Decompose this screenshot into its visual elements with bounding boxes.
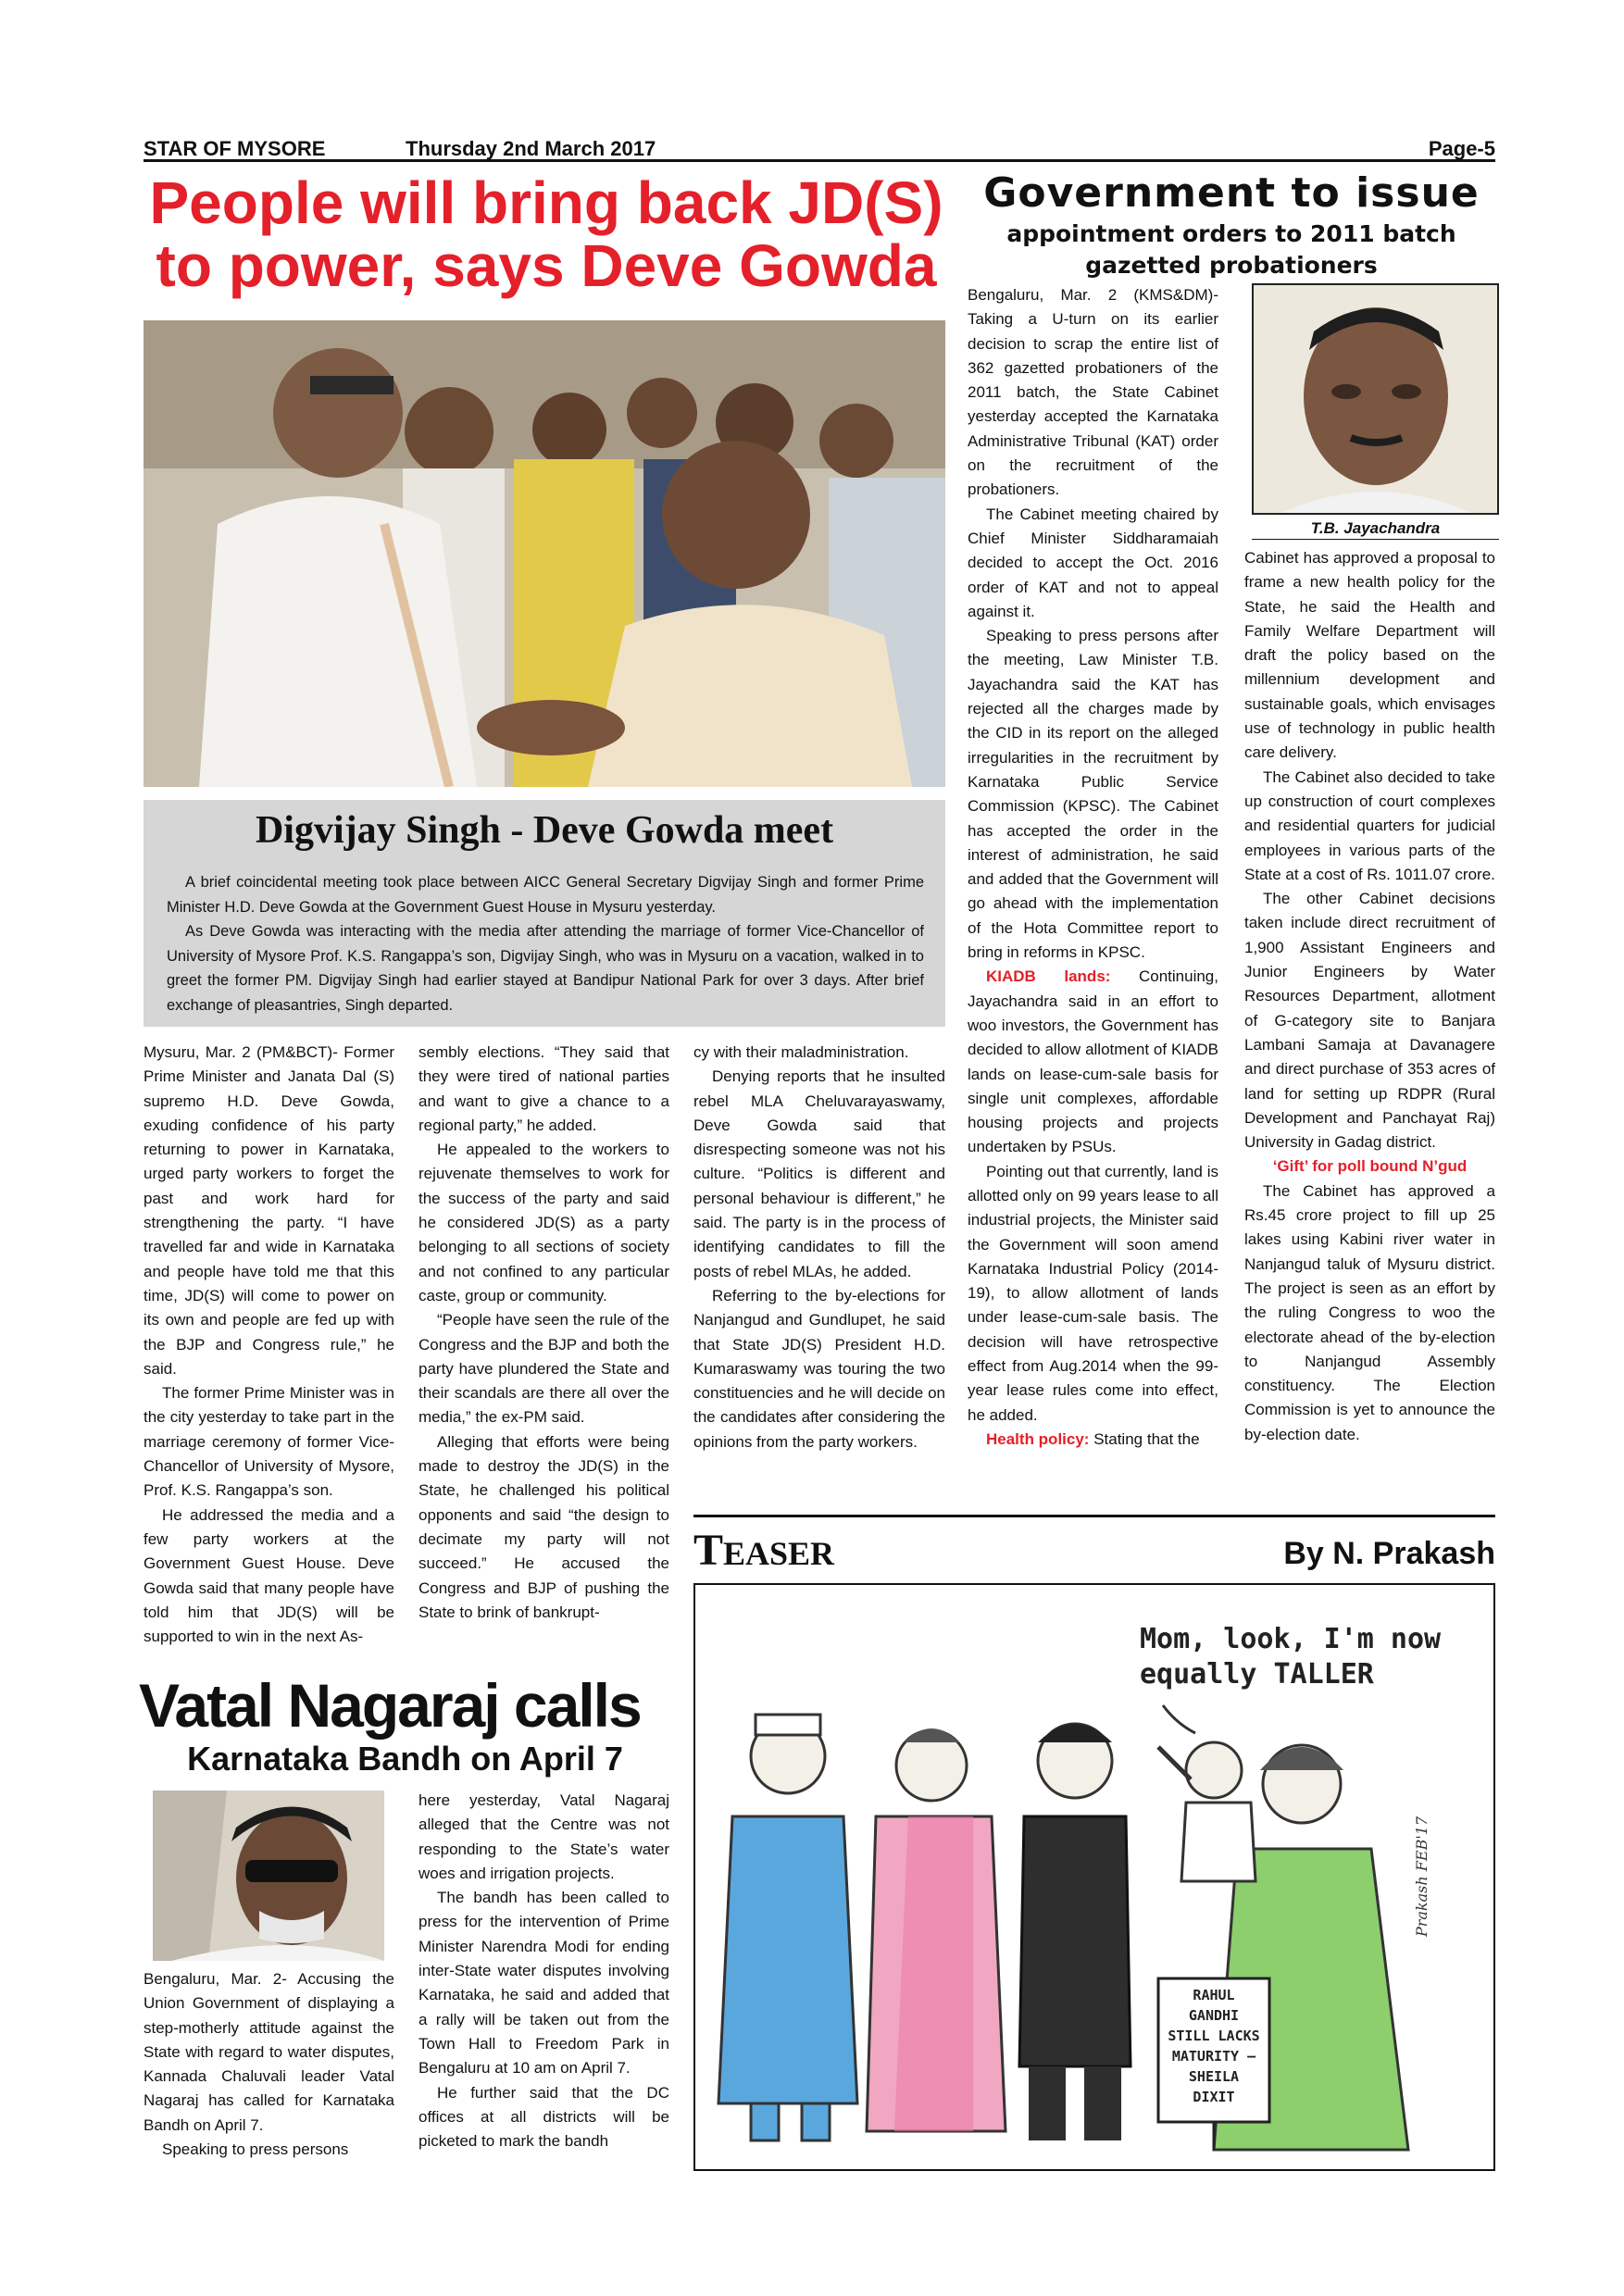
story3-paragraph: The bandh has been called to press for the intervention of Prime Minister Narendra Modi for ending inter-State water disputes involving Karnataka, he said and added that a rally will be taken out from the Town Hall to Freedom Park in Bengaluru at 10 am on April 7. (418, 1889, 669, 2078)
gift-subhead: ‘Gift’ for poll bound N’gud (1272, 1157, 1468, 1176)
portrait-illustration (153, 1791, 384, 1961)
story2-column-1 (968, 283, 1218, 1452)
story2-paragraph: The Cabinet has approved a Rs.45 crore project to fill up 25 lakes using Kabini river water in Nanjangud taluk of Mysuru district. The project is seen as an effort by the ruling Congress to woo the electorate ahead of the by-election to Nanjangud Assembly constituency. The Election Commission is yet to announce the by-election date. (1244, 1181, 1495, 1443)
story3-paragraph: Bengaluru, Mar. 2- Accusing the Union Government of displaying a step-motherly attitude against the State with regard to water disputes, Kannada Chaluvali leader Vatal Nagaraj has called for Karnataka Bandh on April 7. (144, 1970, 394, 2134)
story3-paragraph: Speaking to press persons (162, 2140, 349, 2159)
caption-title: Digvijay Singh - Deve Gowda meet (255, 809, 834, 852)
story1-paragraph: Referring to the by-elections for Nanjangud and Gundlupet, he said that State JD(S) President H.D. Kumaraswamy was touring the two constituencies and he will decide on the candidates after considering the opinions from the party workers. (693, 1286, 945, 1451)
teaser-byline: By N. Prakash (1283, 1536, 1495, 1571)
vatal-nagaraj-photo (153, 1791, 384, 1961)
story2-paragraph: Cabinet has approved a proposal to frame a new health policy for the State, he said the Health and Family Welfare Department will draft the policy based on the millennium development and sustainable goals, which envisages use of technology in public health care delivery. (1244, 549, 1495, 762)
cartoonist-signature: Prakash FEB'17 (1413, 1816, 1430, 1937)
jayachandra-caption: T.B. Jayachandra (1252, 518, 1499, 540)
story2-paragraph: Bengaluru, Mar. 2 (KMS&DM)- Taking a U-turn on its earlier decision to scrap the entire list of 362 gazetted probationers of the 2011 batch, the State Cabinet yesterday accepted the Karnataka Administrative Tribunal (KAT) order on the recruitment of the probationers. (968, 286, 1218, 499)
speech-line-2: equally TALLER (1140, 1658, 1374, 1691)
caption-text (167, 870, 924, 1017)
paper-name: STAR OF MYSORE (144, 137, 326, 160)
story2-paragraph: The Cabinet meeting chaired by Chief Minister Siddharamaiah decided to accept the Oct. 2016 order of KAT and not to appeal against it. (968, 505, 1218, 620)
health-subhead: Health policy: (986, 1429, 1090, 1448)
meeting-photo-illustration (144, 320, 945, 787)
speech-line-1: Mom, look, I'm now (1140, 1623, 1442, 1655)
story1-column-1 (144, 1041, 394, 1649)
story3-subhead: Karnataka Bandh on April 7 (187, 1740, 623, 1778)
story2-column-2 (1244, 546, 1495, 1447)
jayachandra-photo (1252, 283, 1499, 515)
story1-paragraph: He appealed to the workers to rejuvenate themselves to work for the success of the party and said he considered JD(S) as a party belonging to all sections of society and not confined to any particular caste, group or community. (418, 1141, 669, 1304)
page-number: Page-5 (1428, 137, 1495, 160)
caption-paragraph: As Deve Gowda was interacting with the media after attending the marriage of former Vice-Chancellor of University of Mysore Prof. K.S. Rangappa’s son, Digvijay Singh, who was in Mysuru on a vacation, walked in to greet the former PM. Digvijay Singh had earlier stayed at Bandipur National Park for over 3 days. After brief exchange of pleasantries, Singh departed. (167, 923, 924, 1014)
story3-paragraph: here yesterday, Vatal Nagaraj alleged that the Centre was not responding to the State’s water woes and irrigation projects. (418, 1791, 669, 1882)
story1-paragraph: He addressed the media and a few party workers at the Government Guest House. Deve Gowda said that many people have told him that JD(S) will be supported to win in the next As- (144, 1505, 394, 1646)
story1-headline-line2: to power, says Deve Gowda (156, 232, 937, 299)
story3-paragraph: He further said that the DC offices at all districts will be picketed to mark the bandh (418, 2083, 669, 2151)
story2-paragraph: Speaking to press persons after the meeting, Law Minister T.B. Jayachandra said the KAT has rejected all the charges made by the CID in its report on the alleged irregularities in the recruitment by Karnataka Public Service Commission (KPSC). The Cabinet has accepted the order in the interest of administration, he said and added that the Government will go ahead with the implementation of the Hota Committee report to bring in reforms in KPSC. (968, 627, 1218, 962)
story1-paragraph: sembly elections. “They said that they were tired of national parties and want to give a chance to a regional party,” he added. (418, 1043, 669, 1134)
portrait-illustration (1254, 285, 1497, 513)
story1-column-3 (693, 1041, 945, 1454)
story1-headline-line1: People will bring back JD(S) (149, 169, 943, 236)
story2-subhead: appointment orders to 2011 batch gazetted probationers (1006, 220, 1456, 279)
story2-paragraph: The Cabinet also decided to take up construction of court complexes and residential quarters for judicial employees in various parts of the State at a cost of Rs. 1011.07 crore. (1244, 767, 1495, 883)
story1-paragraph: Denying reports that he insulted rebel MLA Cheluvarayaswamy, Deve Gowda said that disrespecting someone was not his culture. “Politics is different and personal behaviour is different,” he said. The party is in the process of identifying candidates to fill the posts of rebel MLAs, he added. (693, 1067, 945, 1280)
story2-paragraph-health (968, 1428, 1218, 1452)
story2-paragraph: Pointing out that currently, land is allotted only on 99 years lease to all industrial projects, the Minister said the Government will soon amend Karnataka Industrial Policy (2014-19), to allow allotment of lands under lease-cum-sale basis. The decision will have retrospective effect from Aug.2014 when the 99-year lease rules come into effect, he added. (968, 1162, 1218, 1424)
masthead (144, 137, 1495, 162)
story2-paragraph-kiadb (968, 965, 1218, 1159)
teaser-label-initial: T (693, 1526, 724, 1575)
story1-paragraph: Alleging that efforts were being made to destroy the JD(S) in the State, he challenged his political opponents and said “the design to decimate my party will not succeed.” He accused the Congress and BJP of pushing the State to brink of bankrupt- (418, 1432, 669, 1621)
story1-paragraph: Mysuru, Mar. 2 (PM&BCT)- Former Prime Minister and Janata Dal (S) supremo H.D. Deve Gowda, exuding confidence of his party returning to power in Karnataka, urged party workers to forget the past and work hard for strengthening the party. “I have travelled far and wide in Karnataka and people have told me that this time, JD(S) will come to power on its own and people are fed up with the BJP and Congress rule,” he said. (144, 1043, 394, 1378)
story1-column-2 (418, 1041, 669, 1625)
cartoon-sign-text: RAHUL GANDHI STILL LACKS MATURITY –SHEILA DIXIT (1168, 1987, 1260, 2105)
story3-headline: Vatal Nagaraj calls (139, 1671, 641, 1740)
caption-paragraph: A brief coincidental meeting took place between AICC General Secretary Digvijay Singh and former Prime Minister H.D. Deve Gowda at the Government Guest House in Mysuru yesterday. (167, 874, 924, 916)
story1-caption-box (144, 800, 945, 1027)
issue-date: Thursday 2nd March 2017 (406, 137, 656, 160)
story1-paragraph: “People have seen the rule of the Congress and the BJP and both the party have plundered the State and their scandals are there all over the media,” the ex-PM said. (418, 1311, 669, 1427)
story2-headline: Government to issue (983, 169, 1480, 217)
story3-column-1 (144, 1967, 394, 2162)
story3-column-2 (418, 1789, 669, 2153)
teaser-label-rest: EASER (723, 1535, 835, 1572)
story1-paragraph: The former Prime Minister was in the city yesterday to take part in the marriage ceremony of former Vice-Chancellor of University of Mysore, Prof. K.S. Rangappa’s son. (144, 1384, 394, 1500)
story1-photo (144, 320, 945, 787)
health-text: Stating that the (1089, 1429, 1200, 1448)
kiadb-text: Continuing, Jayachandra said in an effort to woo investors, the Government has decided to allow allotment of KIADB lands on lease-cum-sale basis for single unit complexes, affordable housing projects and projects undertaken by PSUs. (968, 967, 1218, 1156)
story1-headline (139, 169, 954, 299)
kiadb-subhead: KIADB lands: (986, 967, 1111, 986)
story2-paragraph: The other Cabinet decisions taken include direct recruitment of 1,900 Assistant Engineers and Junior Engineers by Water Resources Department, allotment of G-category site to Banjara Lambani Samaja at Davanagere and direct purchase of 353 acres of land for setting up RDPR (Rural Development and Panchayat Raj) University in Gadag district. (1244, 890, 1495, 1152)
story1-paragraph: cy with their maladministration. (693, 1043, 909, 1061)
cartoon-speech (1140, 1622, 1445, 1692)
teaser-cartoon (693, 1583, 1495, 2171)
section-divider (693, 1515, 1495, 1517)
teaser-label (693, 1528, 834, 1584)
